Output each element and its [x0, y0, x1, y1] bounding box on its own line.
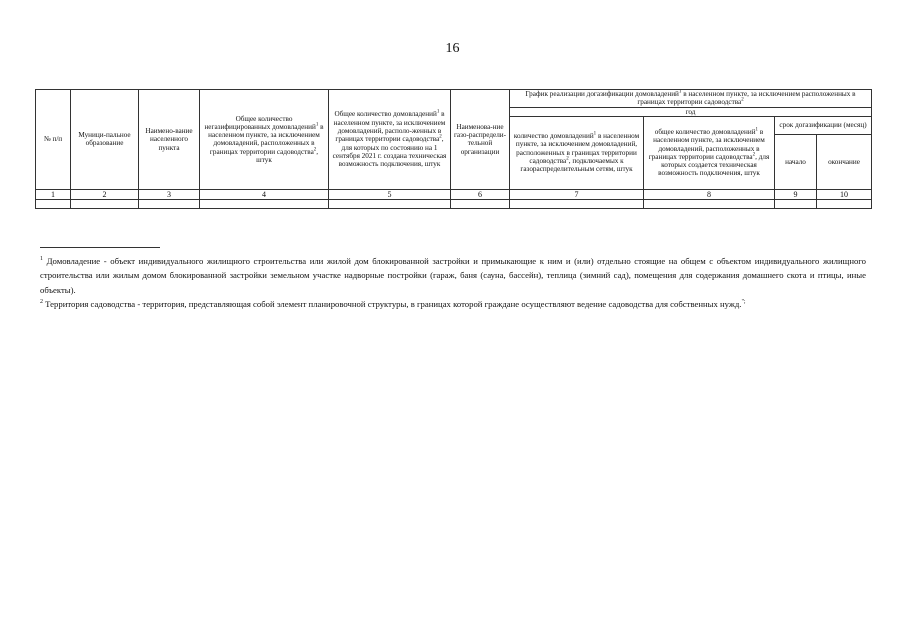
table-cell	[451, 199, 510, 208]
footnote-2: $^2$ Территория садоводства - территория, представляющая собой элемент планировочной структуры, в границах которой граждане осуществляют ведение садоводства для собственных нужд.";	[40, 298, 746, 309]
column-number: 1	[36, 189, 71, 199]
column-number: 9	[775, 189, 817, 199]
table-cell	[817, 199, 872, 208]
col-header-schedule: График реализации догазификации домовладений$^1$ в населенном пункте, за исключением расположенных в границах территории садоводства$^2$	[510, 90, 872, 108]
col-header-deadline: срок догазификации (месяц)	[775, 116, 872, 134]
empty-data-row	[36, 199, 872, 208]
column-number: 8	[644, 189, 775, 199]
col-header-settlement: Наимено-вание населенного пункта	[139, 90, 200, 190]
column-number: 6	[451, 189, 510, 199]
table-cell	[644, 199, 775, 208]
column-number: 2	[71, 189, 139, 199]
table-cell	[200, 199, 329, 208]
column-number: 5	[329, 189, 451, 199]
col-header-year: год	[510, 107, 872, 116]
footnotes	[40, 254, 866, 311]
col-header-technical-possibility: Общее количество домовладений$^1$ в населенном пункте, за исключением домовладений, располо-женных в границах территории садоводства$^2$, для которых по состоянию на 1 сентября 2021 г. создана техническая возможность подключения, штук	[329, 90, 451, 190]
col-header-end: окончание	[817, 134, 872, 189]
col-header-start: начало	[775, 134, 817, 189]
col-header-gas-organization: Наименова-ние газо-распредели-тельной организации	[451, 90, 510, 190]
col-header-connected-count: количество домовладений$^1$ в населенном пункте, за исключением домовладений, расположенных в границах территории садоводства$^2$, подключаемых к газораспределительным сетям, штук	[510, 116, 644, 189]
footnote-separator	[40, 247, 160, 248]
table-cell	[36, 199, 71, 208]
column-number-row	[36, 189, 872, 199]
table-cell	[71, 199, 139, 208]
footnote-1: $^1$ Домовладение - объект индивидуального жилищного строительства или жилой дом блокированной застройки и примыкающие к ним и (или) отдельно стоящие на общем с объектом индивидуального жилищного строительства или жилым домом блокированной застройки земельном участке надворные постройки (гараж, баня (сауна, бассейн), теплица (зимний сад), помещения для содержания домашнего скота и птицы, иные объекты).	[40, 256, 866, 295]
col-header-total-count: общее количество домовладений$^1$ в населенном пункте, за исключением домовладений, расположенных в границах территории садоводства$^2$, для которых создается техническая возможность подключения, штук	[644, 116, 775, 189]
column-number: 7	[510, 189, 644, 199]
column-number: 3	[139, 189, 200, 199]
table-cell	[510, 199, 644, 208]
table-cell	[329, 199, 451, 208]
table-cell	[139, 199, 200, 208]
column-number: 10	[817, 189, 872, 199]
page-number: 16	[445, 41, 460, 56]
gasification-table	[35, 89, 872, 209]
col-header-non-gasified: Общее количество негазифицированных домовладений$^1$ в населенном пункте, за исключением домовладений, расположенных в границах территории садоводства$^2$, штук	[200, 90, 329, 190]
column-number: 4	[200, 189, 329, 199]
col-header-number: № п/п	[36, 90, 71, 190]
table-cell	[775, 199, 817, 208]
col-header-municipality: Муници-пальное образование	[71, 90, 139, 190]
